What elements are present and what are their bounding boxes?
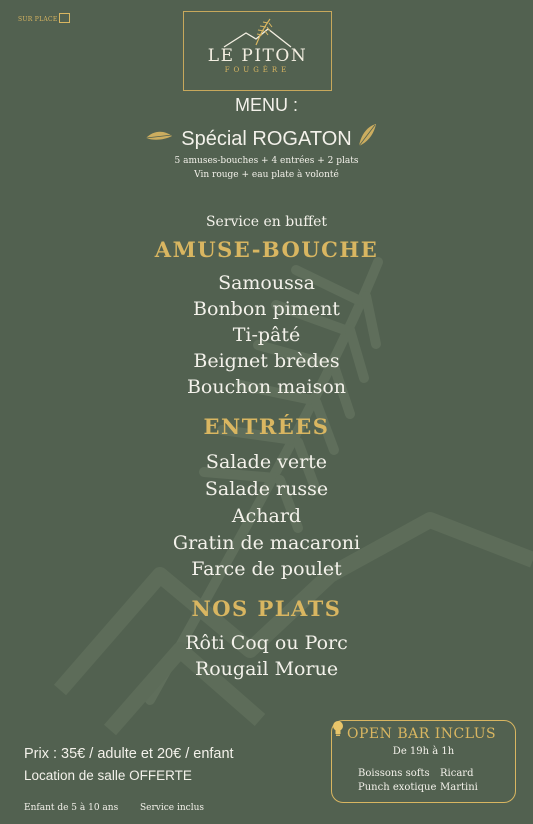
bar-item: Ricard (440, 768, 474, 779)
service-note: Service inclus (140, 803, 204, 813)
dish-item: Beignet brèdes (193, 350, 340, 372)
open-bar-hours: De 19h à 1h (392, 746, 455, 757)
children-note: Enfant de 5 à 10 ans (24, 803, 119, 813)
menu-drinks: Vin rouge + eau plate à volonté (194, 170, 339, 180)
dish-item: Bouchon maison (186, 376, 347, 398)
special-title: Spécial ROGATON (181, 128, 352, 150)
section-nos-plats: NOS PLATS (191, 596, 342, 621)
menu-title: MENU : (235, 95, 298, 115)
lightbulb-icon (331, 720, 345, 738)
dish-item: Gratin de macaroni (172, 532, 361, 554)
logo-name: LE PITON (207, 46, 308, 66)
fern-mountain-logo-icon (220, 17, 295, 49)
bar-item: Martini (440, 782, 478, 793)
section-amuse-bouche: AMUSE-BOUCHE (154, 237, 379, 262)
section-entrees: ENTRÉES (203, 414, 330, 439)
location-text: Location de salle OFFERTE (24, 768, 192, 783)
house-icon (59, 13, 70, 23)
service-buffet: Service en buffet (205, 214, 328, 230)
dish-item: Salade russe (204, 478, 329, 500)
dish-item: Salade verte (205, 451, 328, 473)
dish-item: Samoussa (218, 272, 315, 294)
dish-item: Rôti Coq ou Porc (185, 632, 348, 654)
bar-item: Boissons softs (358, 768, 430, 779)
menu-summary: 5 amuses-bouches + 4 entrées + 2 plats (174, 156, 359, 166)
dish-item: Rougail Morue (194, 658, 339, 680)
dish-item: Ti-pâté (232, 324, 301, 346)
dish-item: Achard (231, 505, 302, 527)
price-text: Prix : 35€ / adulte et 20€ / enfant (24, 746, 234, 762)
sur-place-label: SUR PLACE (18, 16, 58, 23)
dish-item: Bonbon piment (193, 298, 340, 320)
dish-item: Farce de poulet (191, 558, 342, 580)
right-leaf-icon (356, 122, 378, 148)
open-bar-title: OPEN BAR INCLUS (347, 726, 497, 742)
logo-subtitle: FOUGÈRE (224, 66, 291, 74)
bar-item: Punch exotique (358, 782, 437, 793)
